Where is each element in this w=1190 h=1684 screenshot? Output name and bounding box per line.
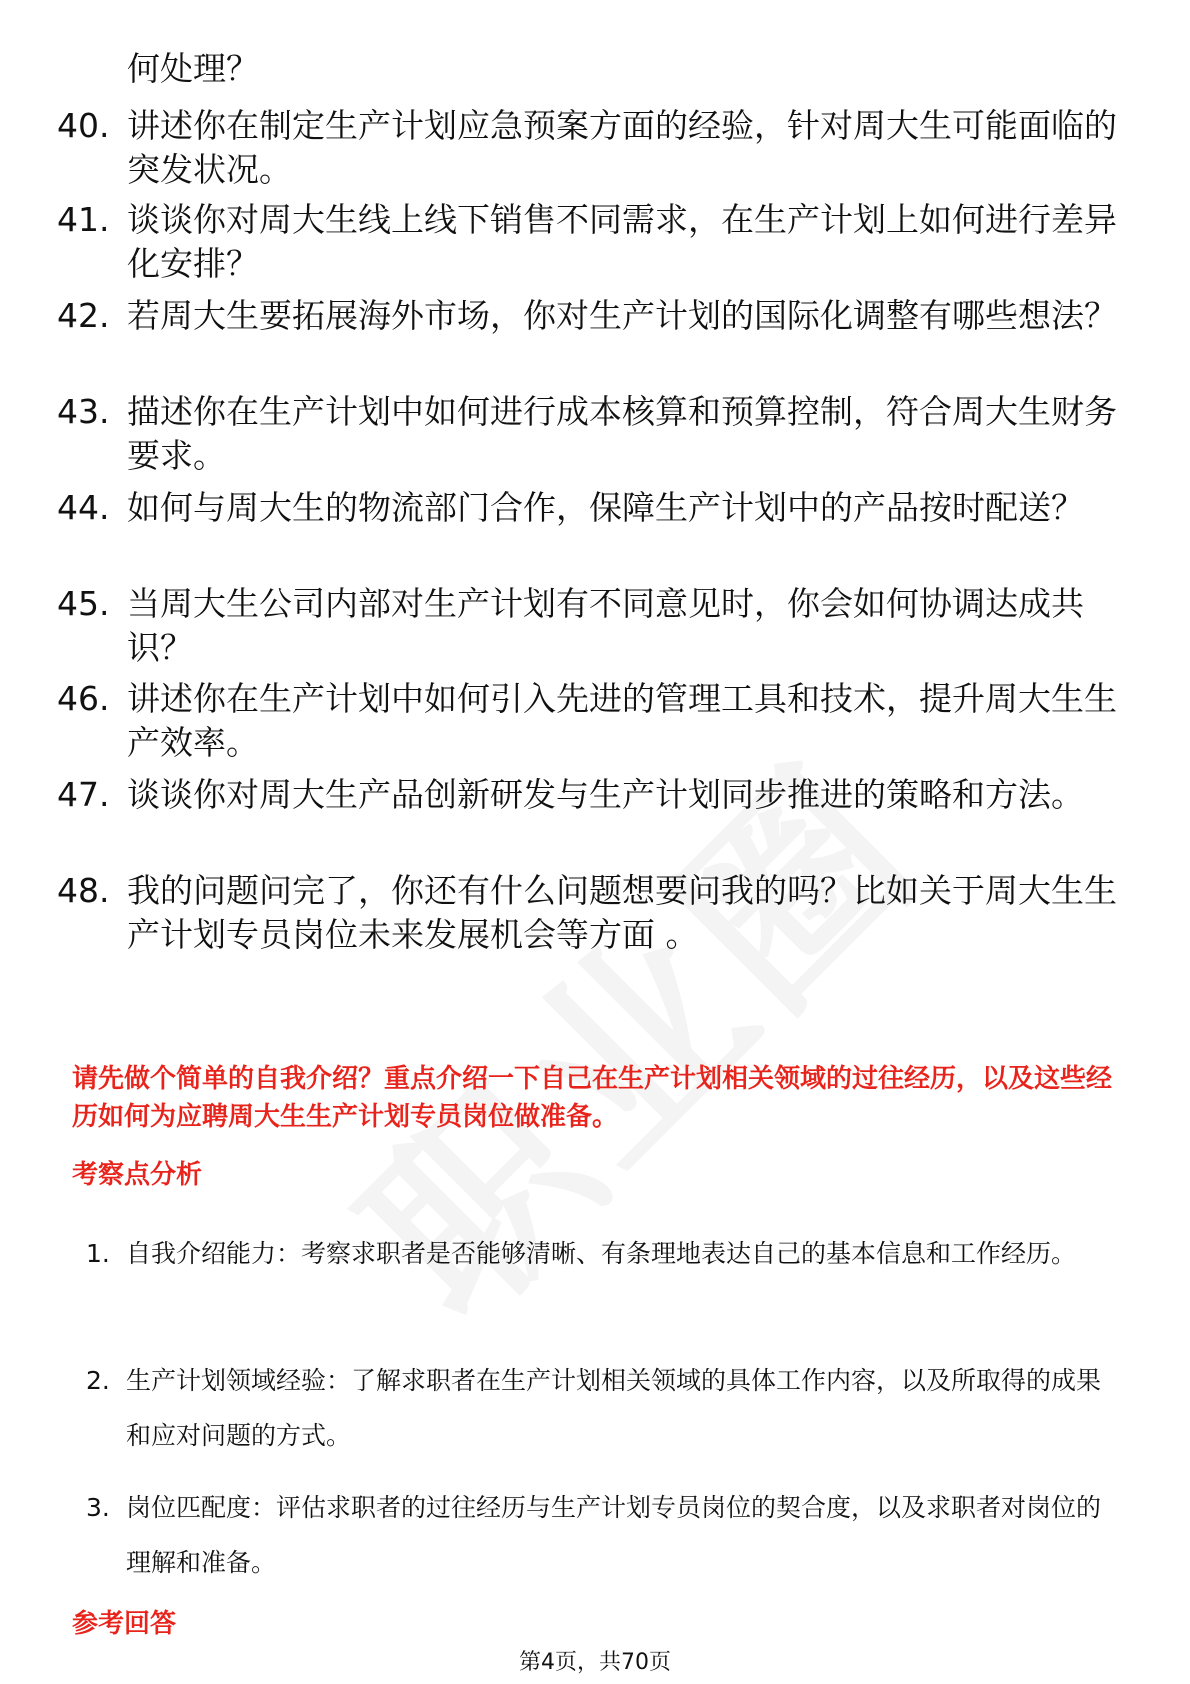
analysis-text: 岗位匹配度：评估求职者的过往经历与生产计划专员岗位的契合度，以及求职者对岗位的理解和准备。 — [126, 1493, 1102, 1577]
analysis-item-2 — [86, 1353, 1116, 1463]
question-item-47 — [57, 773, 1137, 817]
analysis-item-3 — [86, 1480, 1116, 1590]
question-text: 谈谈你对周大生产品创新研发与生产计划同步推进的策略和方法。 — [127, 775, 1084, 814]
question-number: 44. — [57, 488, 110, 527]
analysis-heading: 考察点分析 — [72, 1160, 203, 1190]
question-text: 讲述你在制定生产计划应急预案方面的经验，针对周大生可能面临的突发状况。 — [127, 106, 1117, 189]
question-item-44 — [57, 486, 1137, 530]
question-text: 谈谈你对周大生线上线下销售不同需求，在生产计划上如何进行差异化安排？ — [127, 200, 1117, 283]
section-question: 请先做个简单的自我介绍？重点介绍一下自己在生产计划相关领域的过往经历，以及这些经历如何为应聘周大生生产计划专员岗位做准备。 — [72, 1064, 1113, 1132]
question-text: 描述你在生产计划中如何进行成本核算和预算控制，符合周大生财务要求。 — [127, 392, 1117, 475]
question-number: 41. — [57, 200, 110, 239]
analysis-text: 生产计划领域经验：了解求职者在生产计划相关领域的具体工作内容，以及所取得的成果和应对问题的方式。 — [126, 1366, 1102, 1450]
question-item-48 — [57, 869, 1137, 957]
analysis-number: 1. — [86, 1239, 110, 1268]
analysis-item-1 — [86, 1226, 1116, 1281]
question-number: 45. — [57, 584, 110, 623]
reference-heading: 参考回答 — [72, 1609, 177, 1639]
question-number: 40. — [57, 106, 110, 145]
question-text: 若周大生要拓展海外市场，你对生产计划的国际化调整有哪些想法？ — [127, 296, 1117, 335]
analysis-number: 2. — [86, 1366, 110, 1395]
continuation-text: 何处理？ — [127, 49, 259, 88]
analysis-number: 3. — [86, 1493, 110, 1522]
page-footer: 第4页，共70页 — [519, 1650, 671, 1675]
question-text: 讲述你在生产计划中如何引入先进的管理工具和技术，提升周大生生产效率。 — [127, 679, 1117, 762]
question-text: 当周大生公司内部对生产计划有不同意见时，你会如何协调达成共识？ — [127, 584, 1084, 667]
question-number: 43. — [57, 392, 110, 431]
question-number: 48. — [57, 871, 110, 910]
question-item-41 — [57, 198, 1137, 286]
question-item-40 — [57, 104, 1137, 192]
question-text: 如何与周大生的物流部门合作，保障生产计划中的产品按时配送？ — [127, 488, 1084, 527]
analysis-text: 自我介绍能力：考察求职者是否能够清晰、有条理地表达自己的基本信息和工作经历。 — [126, 1239, 1077, 1268]
question-number: 47. — [57, 775, 110, 814]
question-item-46 — [57, 677, 1137, 765]
question-item-42 — [57, 294, 1137, 338]
question-item-45 — [57, 582, 1137, 670]
question-number: 46. — [57, 679, 110, 718]
question-number: 42. — [57, 296, 110, 335]
question-text: 我的问题问完了，你还有什么问题想要问我的吗？比如关于周大生生产计划专员岗位未来发展机会等方面 。 — [127, 871, 1117, 954]
question-item-43 — [57, 390, 1137, 478]
